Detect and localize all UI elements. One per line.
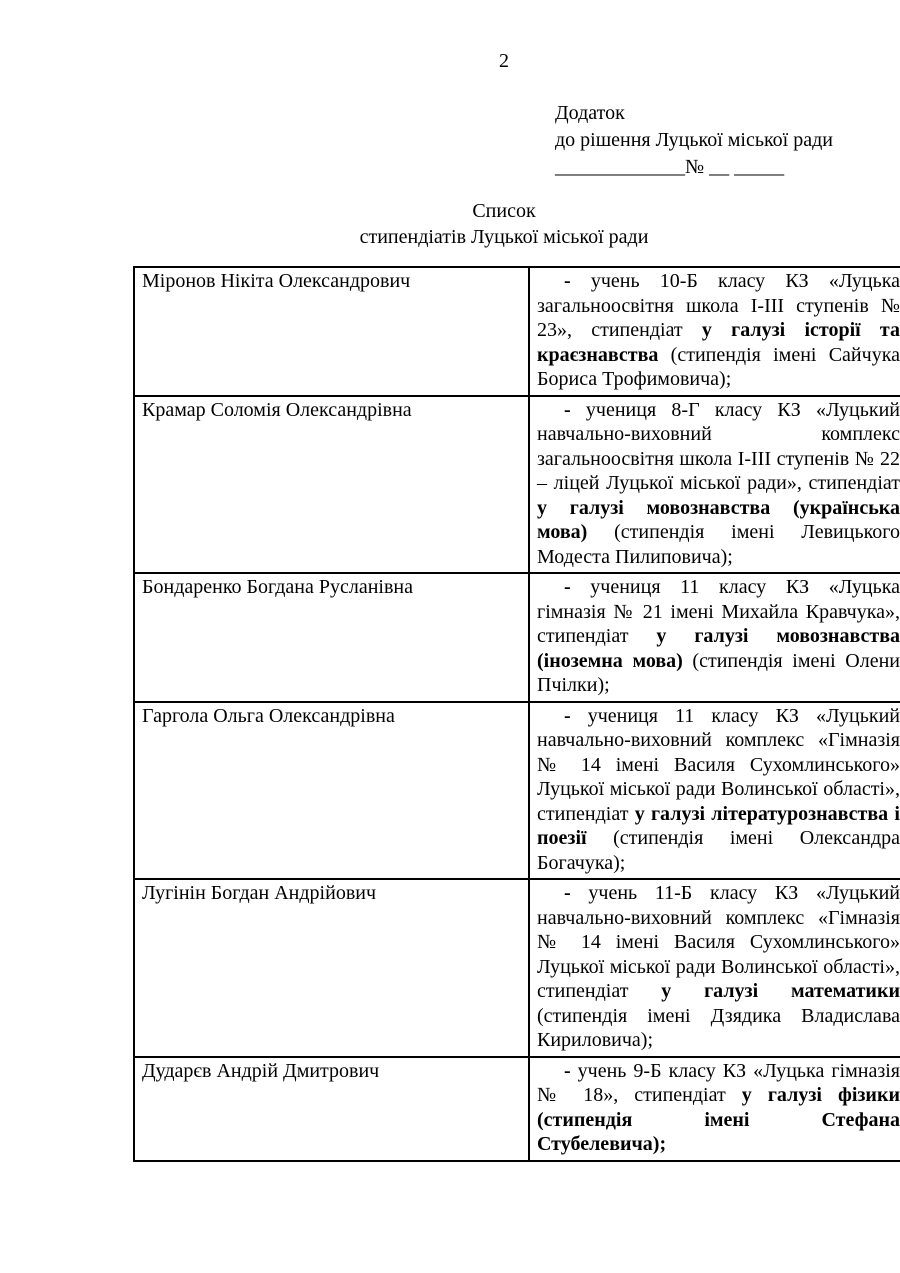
- annex-block: [555, 100, 833, 181]
- student-description-text: - учениця 11 класу КЗ «Луцька гімназія № 21 імені Михайла Кравчука», стипендіат у галузі мовознавства (іноземна мова) (стипендія імені Олени Пчілки);: [537, 576, 900, 696]
- table-row: [134, 879, 900, 1057]
- student-description-text: - учень 11-Б класу КЗ «Луцький навчально-виховний комплекс «Гімназія № 14 імені Василя Сухомлинського» Луцької міської ради Волинської області», стипендіат у галузі математики (стипендія імені Дзядика Владислава Кириловича);: [537, 882, 900, 1051]
- table-row: [134, 1057, 900, 1161]
- table-row: [134, 702, 900, 880]
- student-description-text: - учень 10-Б класу КЗ «Луцька загальноосвітня школа І-ІІІ ступенів № 23», стипендіат у галузі історії та краєзнавства (стипендія імені Сайчука Бориса Трофимовича);: [537, 270, 900, 390]
- student-name-cell: Міронов Нікіта Олександрович: [134, 267, 529, 396]
- student-description-cell: [529, 702, 900, 880]
- title-line-1: Список: [472, 200, 536, 222]
- student-description-text: - учень 9-Б класу КЗ «Луцька гімназія № 18», стипендіат у галузі фізики (стипендія імені Стефана Стубелевича);: [537, 1059, 900, 1155]
- student-name-cell: Бондаренко Богдана Русланівна: [134, 573, 529, 702]
- page-number: 2: [499, 50, 509, 72]
- student-name-cell: Гаргола Ольга Олександрівна: [134, 702, 529, 880]
- student-name-cell: Лугінін Богдан Андрійович: [134, 879, 529, 1057]
- table-row: [134, 396, 900, 574]
- table-row: [134, 267, 900, 396]
- student-name-cell: Крамар Соломія Олександрівна: [134, 396, 529, 574]
- student-description-cell: [529, 1057, 900, 1161]
- annex-line-1: Додаток: [555, 102, 625, 124]
- table-row: [134, 573, 900, 702]
- title-line-2: стипендіатів Луцької міської ради: [359, 226, 649, 248]
- student-description-cell: [529, 396, 900, 574]
- student-description-text: - учениця 8-Г класу КЗ «Луцький навчально-виховний комплекс загальноосвітня школа І-ІІІ ступенів № 22 – ліцей Луцької міської ради», стипендіат у галузі мовознавства (українська мова) (стипендія імені Левицького Модеста Пилиповича);: [537, 398, 900, 568]
- stipend-table: [133, 266, 900, 1162]
- student-name-cell: Дударєв Андрій Дмитрович: [134, 1057, 529, 1161]
- student-description-text: - учениця 11 класу КЗ «Луцький навчально-виховний комплекс «Гімназія № 14 імені Василя Сухомлинського» Луцької міської ради Волинської області», стипендіат у галузі літературознавства і поезії (стипендія імені Олександра Богачука);: [537, 704, 900, 874]
- annex-number-line: _____________№ __ _____: [555, 156, 785, 178]
- student-description-cell: [529, 267, 900, 396]
- student-description-cell: [529, 573, 900, 702]
- document-title: [133, 198, 875, 250]
- student-description-cell: [529, 879, 900, 1057]
- stipend-table-body: [134, 267, 900, 1161]
- annex-line-2: до рішення Луцької міської ради: [555, 129, 833, 151]
